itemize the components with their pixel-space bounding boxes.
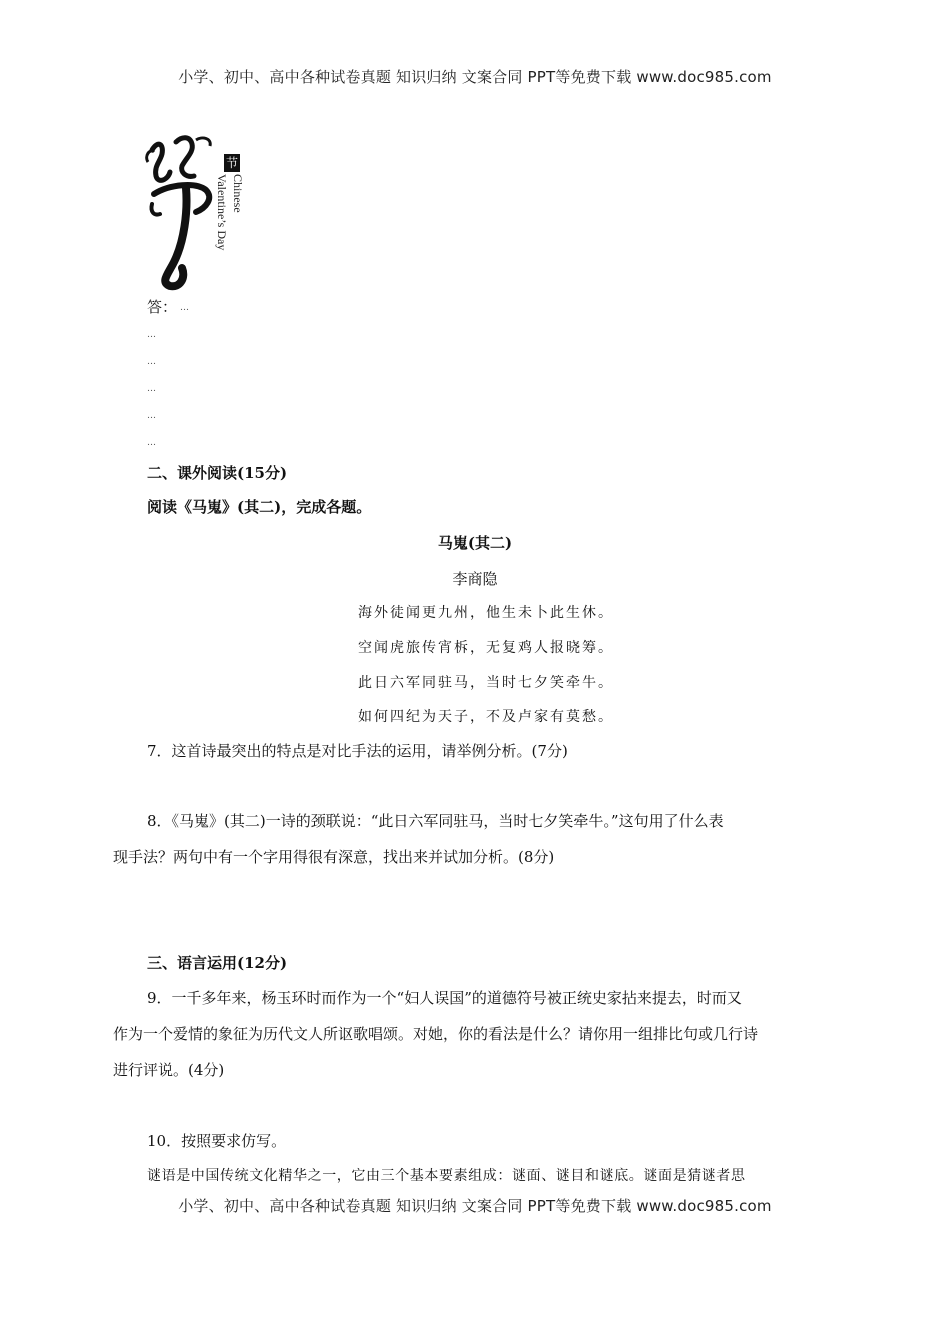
question-9-line2: 作为一个爱情的象征为历代文人所讴歌唱颂。对她，你的看法是什么？请你用一组排比句或几行诗 (113, 1025, 759, 1043)
blank-mark: … (147, 330, 157, 340)
question-8-line2: 现手法？两句中有一个字用得很有深意，找出来并试加分析。(8分) (113, 848, 555, 866)
poem-line: 空闻虎旅传宵柝，无复鸡人报晓筹。 (358, 640, 614, 656)
logo-badge: 节 (225, 156, 238, 170)
blank-mark: … (147, 411, 157, 421)
answer-label: 答： (147, 298, 178, 316)
poem-line: 如何四纪为天子，不及卢家有莫愁。 (358, 709, 614, 725)
question-8-line1: 8．《马嵬》(其二)一诗的颈联说：“此日六军同驻马，当时七夕笑牵牛。”这句用了什么表 (147, 812, 724, 830)
blank-mark: … (180, 303, 190, 313)
blank-mark: … (147, 438, 157, 448)
section2-instruction: 阅读《马嵬》(其二)，完成各题。 (147, 498, 372, 516)
question-7: 7．这首诗最突出的特点是对比手法的运用，请举例分析。(7分) (147, 742, 568, 760)
section2-heading: 二、课外阅读(15分) (147, 464, 288, 482)
poem-title: 马嵬(其二) (437, 534, 513, 552)
chinese-valentines-day-logo (140, 132, 252, 292)
poem-author: 李商隐 (452, 570, 498, 588)
question-9-line1: 9．一千多年来，杨玉环时而作为一个“妇人误国”的道德符号被正统史家拈来提去，时而又 (147, 989, 742, 1007)
blank-mark: … (147, 384, 157, 394)
poem-line: 此日六军同驻马，当时七夕笑牵牛。 (358, 675, 614, 691)
question-10-text: 谜语是中国传统文化精华之一，它由三个基本要素组成：谜面、谜目和谜底。谜面是猜谜者思 (147, 1168, 746, 1184)
page-footer: 小学、初中、高中各种试卷真题 知识归纳 文案合同 PPT等免费下载 www.doc985.com (178, 1197, 772, 1215)
logo-caption-line2: Valentine’s Day (215, 174, 229, 251)
section3-heading: 三、语言运用(12分) (147, 954, 288, 972)
logo-caption (210, 174, 246, 284)
blank-mark: … (147, 357, 157, 367)
question-10: 10．按照要求仿写。 (147, 1132, 287, 1150)
page-header: 小学、初中、高中各种试卷真题 知识归纳 文案合同 PPT等免费下载 www.doc985.com (178, 68, 772, 86)
poem-line: 海外徒闻更九州，他生未卜此生休。 (358, 605, 614, 621)
logo-caption-line1: Chinese (231, 174, 245, 213)
question-9-line3: 进行评说。(4分) (113, 1061, 225, 1079)
